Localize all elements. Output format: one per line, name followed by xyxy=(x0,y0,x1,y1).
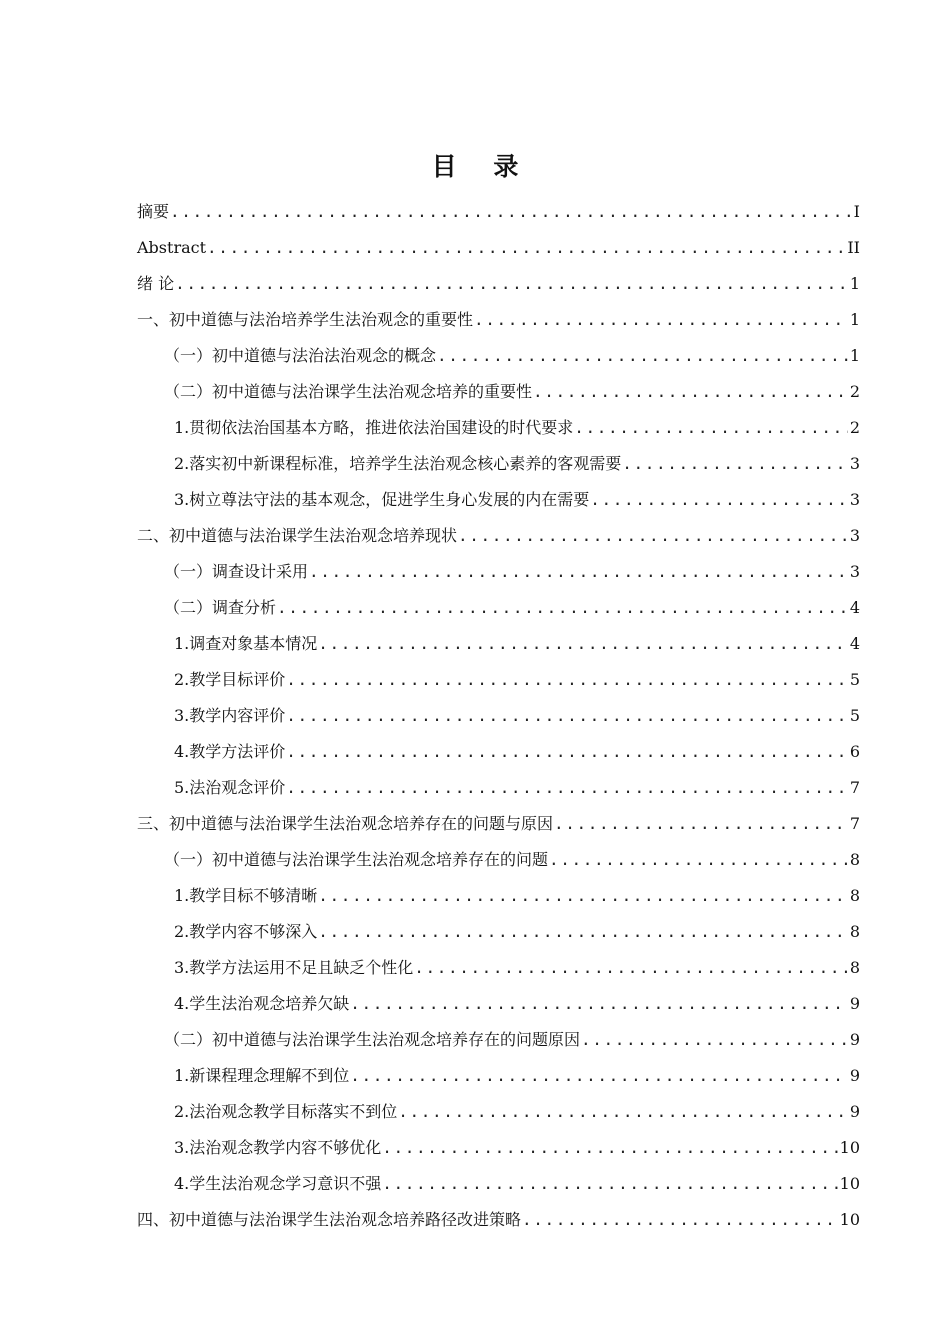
table-of-contents xyxy=(137,194,860,1238)
toc-entry[interactable] xyxy=(137,1058,860,1094)
toc-page-number: 7 xyxy=(849,814,860,833)
toc-entry[interactable] xyxy=(137,914,860,950)
toc-leader-dots xyxy=(474,302,848,338)
toc-page-number: I xyxy=(853,202,860,221)
toc-page-number: 4 xyxy=(849,598,860,617)
toc-entry-title: 3.树立尊法守法的基本观念，促进学生身心发展的内在需要 xyxy=(174,490,590,509)
toc-leader-dots xyxy=(175,266,848,302)
toc-page-number: 1 xyxy=(849,274,860,293)
toc-entry-title: （一）初中道德与法治课学生法治观念培养存在的问题 xyxy=(164,850,549,869)
toc-entry-title: 2.教学内容不够深入 xyxy=(174,922,318,941)
toc-entry[interactable] xyxy=(137,410,860,446)
toc-page-number: 9 xyxy=(849,1066,860,1085)
toc-entry[interactable] xyxy=(137,1202,860,1238)
toc-entry[interactable] xyxy=(137,1022,860,1058)
toc-entry[interactable] xyxy=(137,1094,860,1130)
toc-leader-dots xyxy=(590,482,848,518)
toc-page-number: 9 xyxy=(849,1102,860,1121)
toc-page-number: 5 xyxy=(849,706,860,725)
toc-leader-dots xyxy=(581,1022,848,1058)
toc-entry-title: 1.贯彻依法治国基本方略，推进依法治国建设的时代要求 xyxy=(174,418,574,437)
toc-page-number: 1 xyxy=(849,346,860,365)
toc-entry[interactable] xyxy=(137,338,860,374)
toc-leader-dots xyxy=(437,338,848,374)
toc-page-number: II xyxy=(847,238,860,257)
toc-leader-dots xyxy=(533,374,848,410)
toc-entry[interactable] xyxy=(137,842,860,878)
toc-page-number: 10 xyxy=(839,1174,860,1193)
page-title: 目 录 xyxy=(431,151,533,181)
toc-entry[interactable] xyxy=(137,374,860,410)
toc-leader-dots xyxy=(350,986,848,1022)
toc-entry[interactable] xyxy=(137,590,860,626)
toc-entry[interactable] xyxy=(137,734,860,770)
toc-entry-title: 5.法治观念评价 xyxy=(174,778,286,797)
toc-entry[interactable] xyxy=(137,986,860,1022)
toc-leader-dots xyxy=(549,842,848,878)
toc-leader-dots xyxy=(277,590,848,626)
toc-leader-dots xyxy=(554,806,848,842)
toc-entry-title: 1.教学目标不够清晰 xyxy=(174,886,318,905)
toc-entry-title: 4.学生法治观念培养欠缺 xyxy=(174,994,350,1013)
toc-leader-dots xyxy=(398,1094,848,1130)
toc-entry[interactable] xyxy=(137,770,860,806)
toc-leader-dots xyxy=(309,554,848,590)
toc-page-number: 8 xyxy=(849,886,860,905)
toc-leader-dots xyxy=(170,194,852,230)
toc-page-number: 3 xyxy=(849,526,860,545)
toc-page-number: 3 xyxy=(849,490,860,509)
toc-entry-title: （一）初中道德与法治法治观念的概念 xyxy=(164,346,437,365)
toc-entry[interactable] xyxy=(137,554,860,590)
toc-entry[interactable] xyxy=(137,878,860,914)
toc-page-number: 8 xyxy=(849,850,860,869)
toc-leader-dots xyxy=(382,1166,837,1202)
toc-entry-title: 4.学生法治观念学习意识不强 xyxy=(174,1174,382,1193)
toc-entry-title: 二、初中道德与法治课学生法治观念培养现状 xyxy=(137,526,458,545)
toc-entry-title: （一）调查设计采用 xyxy=(164,562,309,581)
toc-entry[interactable] xyxy=(137,1130,860,1166)
toc-entry-title: Abstract xyxy=(137,238,207,257)
toc-entry-title: 3.教学方法运用不足且缺乏个性化 xyxy=(174,958,414,977)
toc-entry-title: （二）调查分析 xyxy=(164,598,277,617)
toc-entry-title: （二）初中道德与法治课学生法治观念培养存在的问题原因 xyxy=(164,1030,581,1049)
toc-entry[interactable] xyxy=(137,482,860,518)
toc-entry[interactable] xyxy=(137,698,860,734)
toc-leader-dots xyxy=(458,518,848,554)
toc-leader-dots xyxy=(414,950,848,986)
toc-leader-dots xyxy=(286,770,848,806)
toc-leader-dots xyxy=(286,662,848,698)
toc-entry-title: 1.新课程理念理解不到位 xyxy=(174,1066,350,1085)
toc-entry[interactable] xyxy=(137,1166,860,1202)
toc-entry-title: 绪 论 xyxy=(137,274,175,293)
toc-page-number: 3 xyxy=(849,454,860,473)
toc-leader-dots xyxy=(318,914,848,950)
toc-entry[interactable] xyxy=(137,446,860,482)
toc-entry-title: 2.落实初中新课程标准，培养学生法治观念核心素养的客观需要 xyxy=(174,454,622,473)
toc-entry-title: 四、初中道德与法治课学生法治观念培养路径改进策略 xyxy=(137,1210,522,1229)
toc-entry-title: 3.教学内容评价 xyxy=(174,706,286,725)
toc-page-number: 2 xyxy=(849,382,860,401)
toc-leader-dots xyxy=(286,698,848,734)
toc-entry[interactable] xyxy=(137,266,860,302)
toc-page-number: 4 xyxy=(849,634,860,653)
toc-entry[interactable] xyxy=(137,518,860,554)
toc-leader-dots xyxy=(622,446,848,482)
toc-entry-title: 摘要 xyxy=(137,202,170,221)
toc-leader-dots xyxy=(207,230,845,266)
toc-page-number: 7 xyxy=(849,778,860,797)
toc-entry-title: 3.法治观念教学内容不够优化 xyxy=(174,1138,382,1157)
toc-leader-dots xyxy=(382,1130,837,1166)
toc-entry-title: 三、初中道德与法治课学生法治观念培养存在的问题与原因 xyxy=(137,814,554,833)
toc-entry[interactable] xyxy=(137,626,860,662)
toc-page-number: 9 xyxy=(849,1030,860,1049)
toc-page-number: 8 xyxy=(849,958,860,977)
toc-entry[interactable] xyxy=(137,194,860,230)
toc-leader-dots xyxy=(522,1202,838,1238)
toc-page-number: 2 xyxy=(849,418,860,437)
toc-entry[interactable] xyxy=(137,230,860,266)
toc-entry-title: 1.调查对象基本情况 xyxy=(174,634,318,653)
toc-entry-title: 2.法治观念教学目标落实不到位 xyxy=(174,1102,398,1121)
toc-leader-dots xyxy=(574,410,848,446)
toc-entry-title: 一、初中道德与法治培养学生法治观念的重要性 xyxy=(137,310,474,329)
toc-leader-dots xyxy=(286,734,848,770)
toc-entry-title: 4.教学方法评价 xyxy=(174,742,286,761)
toc-leader-dots xyxy=(350,1058,848,1094)
toc-page-number: 10 xyxy=(839,1138,860,1157)
toc-page-number: 1 xyxy=(849,310,860,329)
toc-page-number: 6 xyxy=(849,742,860,761)
toc-leader-dots xyxy=(318,878,848,914)
toc-entry[interactable] xyxy=(137,806,860,842)
toc-entry-title: （二）初中道德与法治课学生法治观念培养的重要性 xyxy=(164,382,533,401)
toc-leader-dots xyxy=(318,626,848,662)
toc-entry[interactable] xyxy=(137,302,860,338)
toc-entry-title: 2.教学目标评价 xyxy=(174,670,286,689)
toc-entry[interactable] xyxy=(137,662,860,698)
toc-page-number: 3 xyxy=(849,562,860,581)
toc-page-number: 5 xyxy=(849,670,860,689)
toc-page-number: 9 xyxy=(849,994,860,1013)
toc-page-number: 10 xyxy=(839,1210,860,1229)
toc-page-number: 8 xyxy=(849,922,860,941)
toc-entry[interactable] xyxy=(137,950,860,986)
